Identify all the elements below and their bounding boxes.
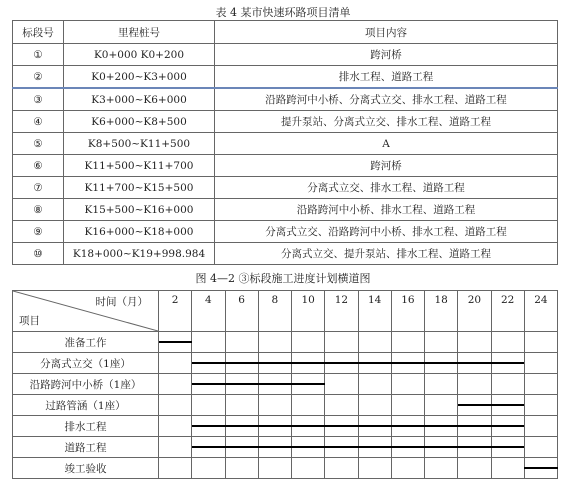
task-label: 竣工验收 xyxy=(13,458,159,479)
cell-section-no: ⑦ xyxy=(13,177,64,199)
gantt-cell xyxy=(358,458,391,479)
project-list-table xyxy=(12,20,558,265)
table-row xyxy=(13,66,558,89)
cell-chainage: K0+200~K3+000 xyxy=(64,66,215,89)
gantt-cell xyxy=(425,458,458,479)
cell-content: 排水工程、道路工程 xyxy=(215,66,558,89)
gantt-cell xyxy=(524,353,557,374)
cell-content: 跨河桥 xyxy=(215,44,558,66)
table-row xyxy=(13,243,558,265)
gantt-cell xyxy=(524,332,557,353)
cell-section-no: ⑥ xyxy=(13,155,64,177)
month-tick: 6 xyxy=(225,291,258,332)
gantt-cell xyxy=(425,374,458,395)
gantt-row xyxy=(13,458,558,479)
task-label: 准备工作 xyxy=(13,332,159,353)
cell-section-no: ④ xyxy=(13,111,64,133)
gantt-cell xyxy=(358,395,391,416)
cell-content: 沿路跨河中小桥、分离式立交、排水工程、道路工程 xyxy=(215,88,558,111)
month-tick: 18 xyxy=(425,291,458,332)
task-label: 分离式立交（1座） xyxy=(13,353,159,374)
table-row xyxy=(13,111,558,133)
gantt-cell xyxy=(358,374,391,395)
cell-section-no: ② xyxy=(13,66,64,89)
cell-chainage: K11+700~K15+500 xyxy=(64,177,215,199)
gantt-cell xyxy=(258,458,291,479)
month-tick: 22 xyxy=(491,291,524,332)
table-header-row xyxy=(13,21,558,44)
month-tick: 8 xyxy=(258,291,291,332)
cell-chainage: K18+000~K19+998.984 xyxy=(64,243,215,265)
cell-chainage: K6+000~K8+500 xyxy=(64,111,215,133)
gantt-cell xyxy=(425,395,458,416)
gantt-cell xyxy=(391,395,424,416)
header-content: 项目内容 xyxy=(215,21,558,44)
time-axis-label: 时间（月） xyxy=(95,296,148,308)
gantt-cell xyxy=(325,458,358,479)
task-label: 沿路跨河中小桥（1座） xyxy=(13,374,159,395)
cell-content: 沿路跨河中小桥、排水工程、道路工程 xyxy=(215,199,558,221)
table-row xyxy=(13,155,558,177)
gantt-cell xyxy=(159,437,192,458)
gantt-cell xyxy=(225,458,258,479)
table-row xyxy=(13,221,558,243)
gantt-cell xyxy=(524,374,557,395)
header-section-no: 标段号 xyxy=(13,21,64,44)
item-axis-label: 项目 xyxy=(19,315,40,327)
cell-chainage: K3+000~K6+000 xyxy=(64,88,215,111)
gantt-cell xyxy=(225,332,258,353)
gantt-cell xyxy=(325,332,358,353)
cell-section-no: ⑧ xyxy=(13,199,64,221)
cell-content: 分离式立交、提升泵站、排水工程、道路工程 xyxy=(215,243,558,265)
gantt-bar xyxy=(458,404,525,406)
month-tick: 2 xyxy=(159,291,192,332)
gantt-cell xyxy=(159,416,192,437)
gantt-bar xyxy=(192,425,525,427)
gantt-cell xyxy=(258,332,291,353)
gantt-cell xyxy=(258,395,291,416)
gantt-bar xyxy=(192,446,525,448)
month-tick: 12 xyxy=(325,291,358,332)
gantt-cell xyxy=(391,332,424,353)
cell-chainage: K15+500~K16+000 xyxy=(64,199,215,221)
chart-caption: 图 4—2 ③标段施工进度计划横道图 xyxy=(195,272,371,285)
month-tick: 14 xyxy=(358,291,391,332)
month-tick: 10 xyxy=(292,291,325,332)
gantt-cell xyxy=(358,332,391,353)
cell-content: 分离式立交、排水工程、道路工程 xyxy=(215,177,558,199)
gantt-bar xyxy=(524,467,557,469)
task-label: 道路工程 xyxy=(13,437,159,458)
gantt-cell xyxy=(458,374,491,395)
task-label: 过路管涵（1座） xyxy=(13,395,159,416)
gantt-cell xyxy=(491,458,524,479)
gantt-cell xyxy=(192,332,225,353)
gantt-cell xyxy=(458,332,491,353)
gantt-cell xyxy=(192,395,225,416)
cell-content: 提升泵站、分离式立交、排水工程、道路工程 xyxy=(215,111,558,133)
gantt-cell xyxy=(159,353,192,374)
month-tick: 4 xyxy=(192,291,225,332)
header-chainage: 里程桩号 xyxy=(64,21,215,44)
table-row xyxy=(13,199,558,221)
gantt-cell xyxy=(292,458,325,479)
gantt-cell xyxy=(192,458,225,479)
table-row xyxy=(13,44,558,66)
gantt-cell xyxy=(325,374,358,395)
cell-chainage: K16+000~K18+000 xyxy=(64,221,215,243)
cell-section-no: ⑤ xyxy=(13,133,64,155)
gantt-corner-cell xyxy=(13,291,159,332)
gantt-bar xyxy=(159,341,192,343)
task-label: 排水工程 xyxy=(13,416,159,437)
cell-section-no: ⑩ xyxy=(13,243,64,265)
gantt-cell xyxy=(425,332,458,353)
table-caption: 表 4 某市快速环路项目清单 xyxy=(215,6,351,19)
gantt-cell xyxy=(391,458,424,479)
cell-chainage: K11+500~K11+700 xyxy=(64,155,215,177)
project-list-body xyxy=(13,44,558,265)
table-row xyxy=(13,88,558,111)
month-tick: 20 xyxy=(458,291,491,332)
gantt-cell xyxy=(159,458,192,479)
gantt-cell xyxy=(292,332,325,353)
gantt-cell xyxy=(458,458,491,479)
cell-content: 跨河桥 xyxy=(215,155,558,177)
gantt-bar xyxy=(192,362,525,364)
table-row xyxy=(13,133,558,155)
cell-section-no: ③ xyxy=(13,88,64,111)
gantt-cell xyxy=(491,374,524,395)
table-row xyxy=(13,177,558,199)
gantt-cell xyxy=(491,332,524,353)
gantt-cell xyxy=(391,374,424,395)
cell-content: 分离式立交、沿路跨河中小桥、排水工程、道路工程 xyxy=(215,221,558,243)
cell-content: A xyxy=(215,133,558,155)
cell-section-no: ① xyxy=(13,44,64,66)
gantt-cell xyxy=(159,395,192,416)
gantt-cell xyxy=(159,374,192,395)
month-tick: 24 xyxy=(524,291,557,332)
cell-section-no: ⑨ xyxy=(13,221,64,243)
month-tick: 16 xyxy=(391,291,424,332)
gantt-cell xyxy=(292,395,325,416)
cell-chainage: K0+000 K0+200 xyxy=(64,44,215,66)
cell-chainage: K8+500~K11+500 xyxy=(64,133,215,155)
gantt-row xyxy=(13,332,558,353)
gantt-cell xyxy=(524,416,557,437)
gantt-bar xyxy=(192,383,325,385)
gantt-cell xyxy=(325,395,358,416)
gantt-header-row xyxy=(13,291,558,332)
gantt-cell xyxy=(225,395,258,416)
gantt-cell xyxy=(524,395,557,416)
gantt-cell xyxy=(524,437,557,458)
